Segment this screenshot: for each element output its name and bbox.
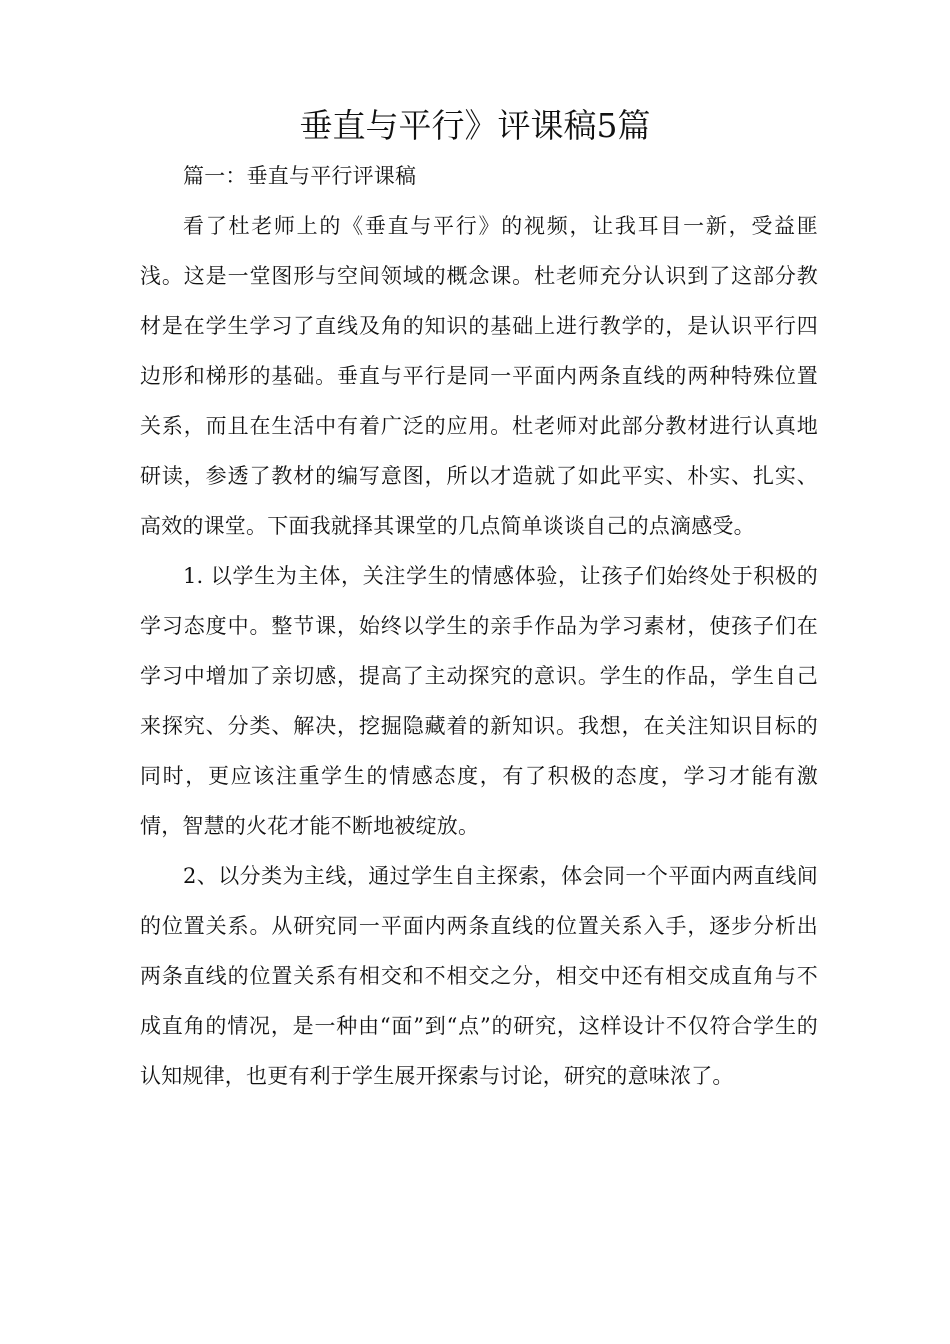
paragraph-intro: 看了杜老师上的《垂直与平行》的视频，让我耳目一新，受益匪浅。这是一堂图形与空间领域的概念课。杜老师充分认识到了这部分教材是在学生学习了直线及角的知识的基础上进行教学的，是认识平行四边形和梯形的基础。垂直与平行是同一平面内两条直线的两种特殊位置关系，而且在生活中有着广泛的应用。杜老师对此部分教材进行认真地研读，参透了教材的编写意图，所以才造就了如此平实、朴实、扎实、高效的课堂。下面我就择其课堂的几点简单谈谈自己的点滴感受。 (140, 214, 818, 538)
section-heading: 篇一：垂直与平行评课稿 (183, 164, 417, 188)
document-title: 垂直与平行》评课稿5篇 (299, 106, 651, 145)
document-body (140, 151, 818, 1101)
paragraph-point-2: 2、以分类为主线，通过学生自主探索，体会同一个平面内两直线间的位置关系。从研究同一平面内两条直线的位置关系入手，逐步分析出两条直线的位置关系有相交和不相交之分，相交中还有相交成直角与不成直角的情况，是一种由“面”到“点”的研究，这样设计不仅符合学生的认知规律，也更有利于学生展开探索与讨论，研究的意味浓了。 (140, 864, 818, 1088)
paragraph-point-1: 1. 以学生为主体，关注学生的情感体验，让孩子们始终处于积极的学习态度中。整节课，始终以学生的亲手作品为学习素材，使孩子们在学习中增加了亲切感，提高了主动探究的意识。学生的作品，学生自己来探究、分类、解决，挖掘隐藏着的新知识。我想，在关注知识目标的同时，更应该注重学生的情感态度，有了积极的态度，学习才能有激情，智慧的火花才能不断地被绽放。 (140, 564, 818, 838)
